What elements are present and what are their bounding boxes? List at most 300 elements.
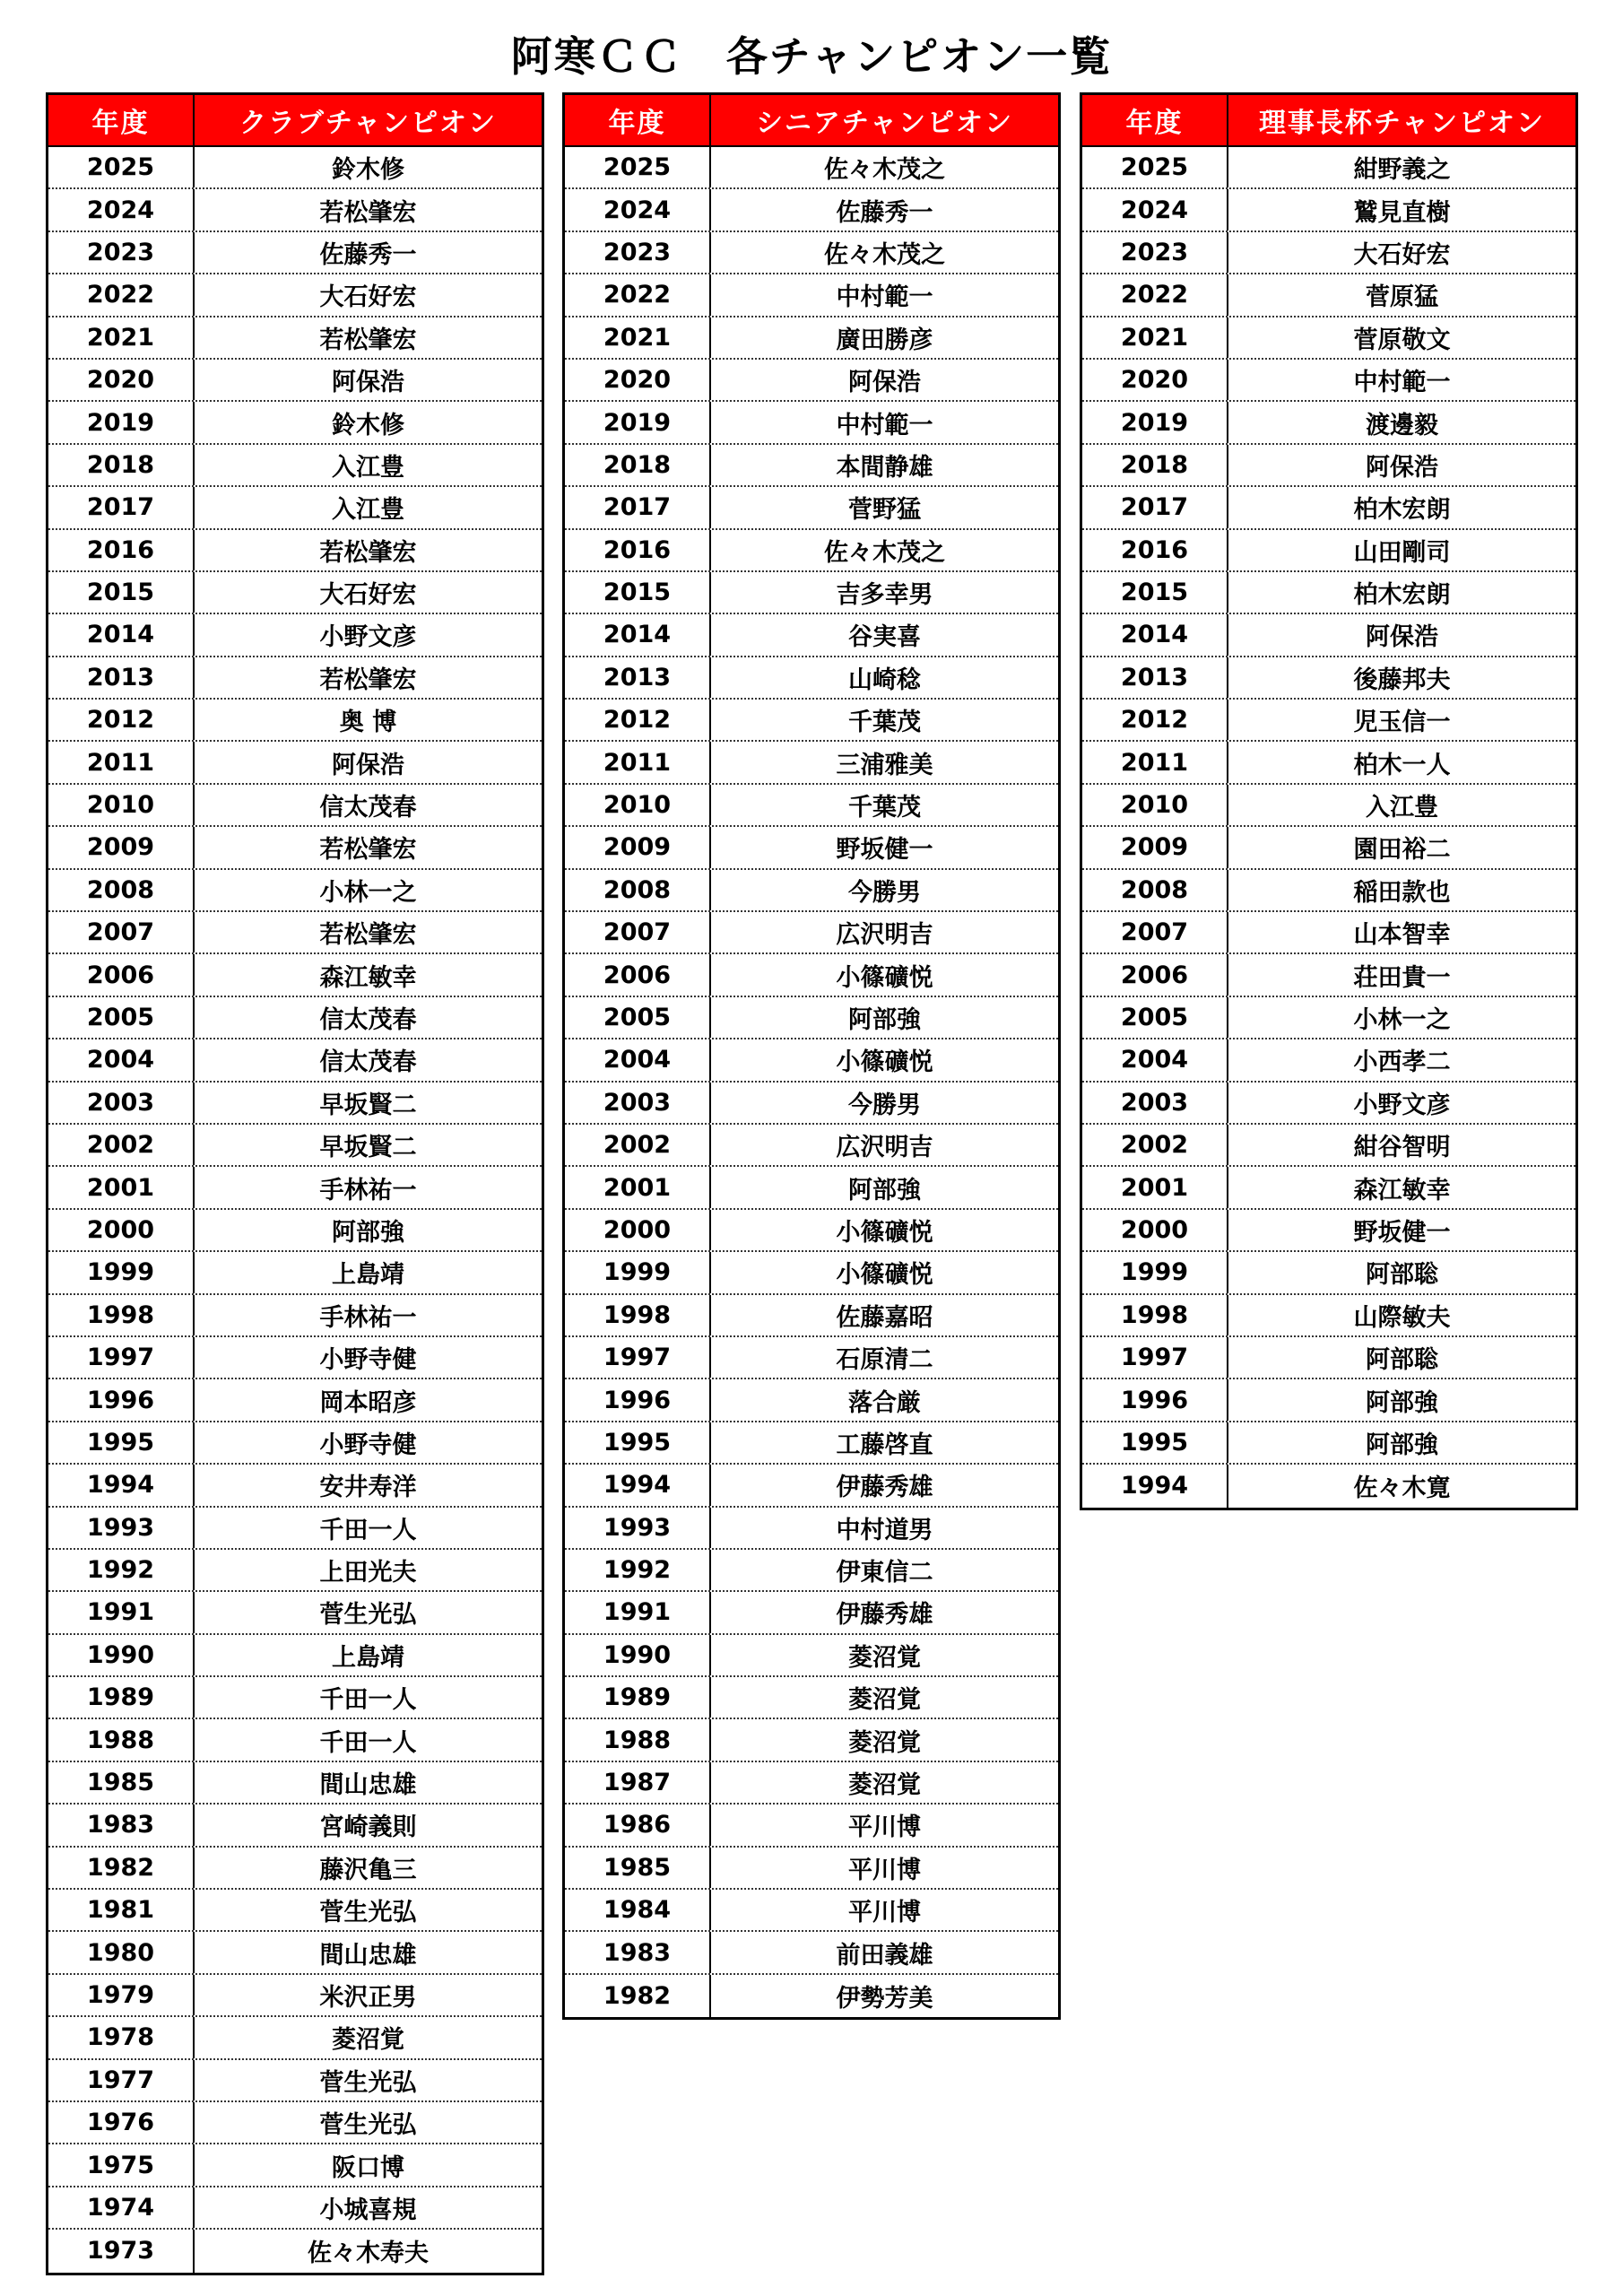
table-row [48, 2060, 542, 2102]
table-row [565, 657, 1058, 700]
year-cell: 2020 [1082, 360, 1228, 400]
year-cell: 2003 [1082, 1083, 1228, 1123]
champion-name-cell: 鈴木修 [332, 411, 404, 439]
table-row [565, 360, 1058, 402]
year-cell: 2006 [48, 954, 195, 995]
table-row [565, 1932, 1058, 1974]
champion-name-cell: 中村範一 [836, 283, 933, 312]
table-row [1082, 317, 1575, 360]
table-row [48, 742, 542, 784]
champion-name-cell: 早坂賢二 [319, 1134, 417, 1162]
year-cell: 1999 [1082, 1252, 1228, 1292]
champion-name-cell: 若松肇宏 [319, 198, 417, 227]
table-row [565, 912, 1058, 954]
champion-name-cell: 柏木一人 [1353, 751, 1451, 779]
table-row [1082, 1252, 1575, 1294]
year-cell: 2007 [48, 912, 195, 952]
year-cell: 1999 [48, 1252, 195, 1292]
champion-name-cell: 落合厳 [848, 1388, 921, 1417]
table-row [1082, 1337, 1575, 1379]
year-cell: 2015 [48, 572, 195, 613]
champion-column-header: クラブチャンピオン [239, 108, 498, 139]
year-cell: 2005 [48, 997, 195, 1038]
year-cell: 1994 [565, 1465, 711, 1505]
year-cell: 2012 [565, 700, 711, 740]
table-row [565, 317, 1058, 360]
champion-name-cell: 渡邊毅 [1366, 411, 1438, 439]
year-cell: 2005 [1082, 997, 1228, 1038]
table-row [48, 1167, 542, 1209]
table-row [48, 2230, 542, 2272]
year-cell: 2014 [565, 614, 711, 655]
table-row [565, 1295, 1058, 1337]
year-cell: 2000 [48, 1210, 195, 1250]
champion-name-cell: 中村範一 [1353, 369, 1451, 397]
table-row [48, 232, 542, 274]
year-cell: 2008 [565, 870, 711, 910]
champion-name-cell: 伊藤秀雄 [836, 1601, 933, 1630]
champion-name-cell: 上島靖 [332, 1643, 404, 1672]
champion-name-cell: 小篠礦悦 [836, 1218, 933, 1247]
champion-name-cell: 平川博 [848, 1813, 921, 1842]
champion-name-cell: 小篠礦悦 [836, 1261, 933, 1290]
year-cell: 2012 [1082, 700, 1228, 740]
year-cell: 2003 [48, 1083, 195, 1123]
year-cell: 1998 [48, 1295, 195, 1335]
champion-name-cell: 小野寺健 [319, 1431, 417, 1459]
champion-name-cell: 手林祐一 [319, 1176, 417, 1205]
year-cell: 2016 [48, 530, 195, 570]
champion-name-cell: 前田義雄 [836, 1941, 933, 1970]
year-cell: 2013 [1082, 657, 1228, 698]
table-row [1082, 827, 1575, 869]
table-row [48, 1592, 542, 1634]
champion-name-cell: 紺谷智明 [1353, 1134, 1451, 1162]
year-cell: 1999 [565, 1252, 711, 1292]
champion-name-cell: 廣田勝彦 [836, 326, 933, 354]
champion-name-cell: 阿部強 [848, 1006, 921, 1034]
champion-name-cell: 森江敏幸 [1353, 1176, 1451, 1205]
table-header [565, 95, 1058, 147]
year-cell: 2008 [48, 870, 195, 910]
year-cell: 2012 [48, 700, 195, 740]
champion-name-cell: 山崎稔 [848, 665, 921, 694]
year-cell: 2006 [1082, 954, 1228, 995]
table-row [565, 530, 1058, 572]
table-row [48, 147, 542, 189]
champion-name-cell: 菅生光弘 [319, 1899, 417, 1927]
table-row [1082, 232, 1575, 274]
table-row [1082, 657, 1575, 700]
champion-name-cell: 岡本昭彦 [319, 1388, 417, 1417]
year-cell: 2021 [565, 317, 711, 358]
champion-name-cell: 菱沼覚 [848, 1771, 921, 1800]
year-cell: 1973 [48, 2230, 195, 2272]
champion-name-cell: 鷲見直樹 [1353, 198, 1451, 227]
table-row [565, 1508, 1058, 1550]
year-cell: 2023 [48, 232, 195, 273]
champion-name-cell: 安井寿洋 [319, 1474, 417, 1502]
table-row [1082, 912, 1575, 954]
champion-name-cell: 千葉茂 [848, 794, 921, 822]
champion-name-cell: 菅生光弘 [319, 1601, 417, 1630]
year-cell: 1985 [48, 1762, 195, 1803]
table-row [565, 1252, 1058, 1294]
table-row [48, 1635, 542, 1677]
champion-name-cell: 若松肇宏 [319, 326, 417, 354]
year-cell: 1991 [565, 1592, 711, 1632]
table-row [48, 274, 542, 317]
champion-name-cell: 手林祐一 [319, 1303, 417, 1332]
champion-name-cell: 中村範一 [836, 411, 933, 439]
table-row [1082, 1125, 1575, 1167]
champion-name-cell: 園田裕二 [1353, 836, 1451, 865]
chairman-cup-champion-table [1080, 92, 1578, 1510]
table-row [565, 614, 1058, 657]
table-row [1082, 487, 1575, 529]
table-row [1082, 700, 1575, 742]
table-row [565, 1635, 1058, 1677]
table-row [565, 1125, 1058, 1167]
table-row [565, 274, 1058, 317]
champion-name-cell: 伊藤秀雄 [836, 1474, 933, 1502]
table-row [48, 1677, 542, 1719]
table-row [48, 1039, 542, 1082]
year-cell: 2025 [48, 147, 195, 187]
champion-name-cell: 若松肇宏 [319, 538, 417, 567]
year-cell: 1991 [48, 1592, 195, 1632]
year-cell: 1996 [1082, 1379, 1228, 1420]
champion-name-cell: 若松肇宏 [319, 921, 417, 950]
table-row [565, 1677, 1058, 1719]
table-row [565, 1550, 1058, 1592]
champion-column-header: シニアチャンピオン [755, 108, 1014, 139]
table-row [48, 1337, 542, 1379]
year-cell: 2000 [1082, 1210, 1228, 1250]
year-cell: 2023 [1082, 232, 1228, 273]
table-row [565, 1083, 1058, 1125]
year-cell: 1982 [48, 1848, 195, 1888]
champion-name-cell: 荘田貴一 [1353, 963, 1451, 992]
table-row [565, 1210, 1058, 1252]
year-cell: 1998 [565, 1295, 711, 1335]
year-cell: 2013 [48, 657, 195, 698]
champion-name-cell: 千田一人 [319, 1728, 417, 1757]
year-cell: 2000 [565, 1210, 711, 1250]
table-header [1082, 95, 1575, 147]
champion-name-cell: 小林一之 [319, 878, 417, 907]
table-body [1082, 147, 1575, 1508]
table-row [48, 445, 542, 487]
table-row [1082, 402, 1575, 444]
year-cell: 2009 [1082, 827, 1228, 867]
year-cell: 2017 [1082, 487, 1228, 527]
champion-name-cell: 三浦雅美 [836, 751, 933, 779]
table-row [565, 954, 1058, 996]
champion-name-cell: 森江敏幸 [319, 963, 417, 992]
champion-name-cell: 谷実喜 [848, 623, 921, 652]
table-row [48, 1975, 542, 2017]
year-cell: 2024 [48, 189, 195, 230]
year-cell: 2022 [1082, 274, 1228, 315]
table-row [48, 870, 542, 912]
page-title: 阿寒ＣＣ 各チャンピオン一覧 [510, 32, 1113, 81]
champion-name-cell: 工藤啓直 [836, 1431, 933, 1459]
year-cell: 2003 [565, 1083, 711, 1123]
year-cell: 2014 [48, 614, 195, 655]
champion-name-cell: 佐々木茂之 [824, 156, 945, 185]
year-cell: 1993 [48, 1508, 195, 1548]
champion-name-cell: 小西孝二 [1353, 1048, 1451, 1077]
table-row [565, 445, 1058, 487]
table-row [1082, 614, 1575, 657]
year-cell: 2015 [565, 572, 711, 613]
table-row [1082, 1167, 1575, 1209]
year-cell: 1995 [48, 1422, 195, 1463]
table-row [48, 1379, 542, 1422]
table-row [1082, 274, 1575, 317]
champion-name-cell: 大石好宏 [319, 581, 417, 610]
table-row [565, 1465, 1058, 1507]
table-row [48, 1210, 542, 1252]
table-row [48, 614, 542, 657]
year-cell: 2009 [565, 827, 711, 867]
table-row [565, 1848, 1058, 1890]
table-row [48, 1890, 542, 1932]
year-cell: 2022 [48, 274, 195, 315]
table-header [48, 95, 542, 147]
year-cell: 2002 [1082, 1125, 1228, 1165]
year-cell: 1988 [565, 1719, 711, 1760]
table-row [565, 1890, 1058, 1932]
champion-name-cell: 平川博 [848, 1856, 921, 1884]
champion-name-cell: 菱沼覚 [848, 1643, 921, 1672]
champion-name-cell: 菱沼覚 [848, 1728, 921, 1757]
table-row [48, 700, 542, 742]
year-cell: 2001 [48, 1167, 195, 1207]
champion-name-cell: 山本智幸 [1353, 921, 1451, 950]
table-row [48, 827, 542, 869]
table-body [48, 147, 542, 2273]
champion-name-cell: 小野寺健 [319, 1346, 417, 1375]
year-cell: 2023 [565, 232, 711, 273]
year-cell: 1985 [565, 1848, 711, 1888]
table-row [48, 1125, 542, 1167]
table-row [48, 997, 542, 1039]
champion-name-cell: 阿保浩 [332, 369, 404, 397]
champion-name-cell: 信太茂春 [319, 1006, 417, 1034]
champion-name-cell: 佐藤秀一 [836, 198, 933, 227]
table-row [565, 189, 1058, 231]
champion-name-cell: 菱沼覚 [332, 2026, 404, 2055]
year-cell: 2001 [565, 1167, 711, 1207]
table-row [565, 870, 1058, 912]
champion-name-cell: 菅野猛 [848, 496, 921, 525]
champion-name-cell: 小野文彦 [319, 623, 417, 652]
champion-name-cell: 小野文彦 [1353, 1091, 1451, 1119]
table-row [48, 912, 542, 954]
table-row [565, 147, 1058, 189]
year-cell: 2015 [1082, 572, 1228, 613]
table-row [48, 1295, 542, 1337]
champion-name-cell: 菅原猛 [1366, 283, 1438, 312]
year-cell: 1978 [48, 2017, 195, 2057]
table-row [565, 1337, 1058, 1379]
champion-name-cell: 佐々木茂之 [824, 538, 945, 567]
table-row [565, 1975, 1058, 2017]
champion-name-cell: 千葉茂 [848, 709, 921, 737]
champion-name-cell: 石原清二 [836, 1346, 933, 1375]
year-cell: 2021 [48, 317, 195, 358]
year-cell: 1998 [1082, 1295, 1228, 1335]
table-row [48, 1508, 542, 1550]
champion-name-cell: 菅原敬文 [1353, 326, 1451, 354]
year-cell: 1982 [565, 1975, 711, 2017]
year-cell: 2010 [565, 785, 711, 825]
champion-name-cell: 奥 博 [339, 709, 397, 737]
year-cell: 2011 [1082, 742, 1228, 782]
champion-name-cell: 阿部聡 [1366, 1346, 1438, 1375]
table-row [1082, 445, 1575, 487]
champion-name-cell: 阿部聡 [1366, 1261, 1438, 1290]
table-row [48, 402, 542, 444]
year-cell: 2018 [48, 445, 195, 485]
champion-name-cell: 若松肇宏 [319, 665, 417, 694]
year-cell: 2013 [565, 657, 711, 698]
year-cell: 2019 [48, 402, 195, 442]
champion-name-cell: 鈴木修 [332, 156, 404, 185]
champion-name-cell: 阪口博 [332, 2153, 404, 2182]
table-row [48, 1083, 542, 1125]
year-column-header: 年度 [1082, 95, 1228, 145]
champion-name-cell: 伊東信二 [836, 1559, 933, 1587]
table-row [1082, 1039, 1575, 1082]
year-cell: 2014 [1082, 614, 1228, 655]
table-row [565, 572, 1058, 614]
champion-name-cell: 大石好宏 [1353, 240, 1451, 269]
champion-name-cell: 小篠礦悦 [836, 963, 933, 992]
champion-name-cell: 入江豊 [332, 453, 404, 482]
year-cell: 1992 [48, 1550, 195, 1590]
table-row [1082, 742, 1575, 784]
champion-name-cell: 広沢明吉 [836, 921, 933, 950]
year-column-header: 年度 [565, 95, 711, 145]
champion-name-cell: 千田一人 [319, 1686, 417, 1715]
year-cell: 2016 [1082, 530, 1228, 570]
club-champion-table [46, 92, 544, 2275]
table-row [1082, 1295, 1575, 1337]
year-cell: 1996 [565, 1379, 711, 1420]
champion-name-cell: 今勝男 [848, 878, 921, 907]
table-row [565, 785, 1058, 827]
champion-name-cell: 菅生光弘 [319, 2068, 417, 2097]
table-row [565, 997, 1058, 1039]
year-cell: 2002 [48, 1125, 195, 1165]
champion-name-cell: 佐藤嘉昭 [836, 1303, 933, 1332]
year-cell: 2018 [1082, 445, 1228, 485]
champion-name-cell: 入江豊 [1366, 794, 1438, 822]
champion-name-cell: 藤沢亀三 [319, 1856, 417, 1884]
table-row [48, 657, 542, 700]
year-cell: 1983 [565, 1932, 711, 1972]
year-cell: 2025 [1082, 147, 1228, 187]
champion-name-cell: 稲田款也 [1353, 878, 1451, 907]
table-row [48, 2102, 542, 2144]
table-row [48, 1848, 542, 1890]
champion-name-cell: 小林一之 [1353, 1006, 1451, 1034]
year-cell: 1981 [48, 1890, 195, 1930]
year-cell: 1994 [48, 1465, 195, 1505]
table-row [48, 1550, 542, 1592]
champion-name-cell: 今勝男 [848, 1091, 921, 1119]
champion-name-cell: 阿保浩 [332, 751, 404, 779]
champion-name-cell: 紺野義之 [1353, 156, 1451, 185]
champion-name-cell: 宮崎義則 [319, 1813, 417, 1842]
champion-name-cell: 本間静雄 [836, 453, 933, 482]
champion-name-cell: 山際敏夫 [1353, 1303, 1451, 1332]
year-cell: 1995 [1082, 1422, 1228, 1463]
champion-name-cell: 山田剛司 [1353, 538, 1451, 567]
table-row [565, 487, 1058, 529]
champion-name-cell: 上島靖 [332, 1261, 404, 1290]
champion-name-cell: 佐々木寿夫 [308, 2239, 429, 2268]
champion-name-cell: 間山忠雄 [319, 1771, 417, 1800]
year-cell: 1980 [48, 1932, 195, 1972]
champion-name-cell: 広沢明吉 [836, 1134, 933, 1162]
year-cell: 1990 [565, 1635, 711, 1675]
table-row [1082, 1465, 1575, 1507]
year-cell: 2004 [1082, 1039, 1228, 1080]
table-row [48, 2144, 542, 2187]
champion-name-cell: 千田一人 [319, 1516, 417, 1544]
year-cell: 2016 [565, 530, 711, 570]
year-cell: 1993 [565, 1508, 711, 1548]
champion-name-cell: 佐々木寛 [1353, 1474, 1451, 1503]
champion-column-header: 理事長杯チャンピオン [1258, 108, 1546, 139]
champion-name-cell: 柏木宏朗 [1353, 581, 1451, 610]
year-cell: 1983 [48, 1805, 195, 1845]
champion-name-cell: 小城喜規 [319, 2196, 417, 2224]
year-cell: 2006 [565, 954, 711, 995]
year-cell: 1984 [565, 1890, 711, 1930]
year-cell: 2008 [1082, 870, 1228, 910]
table-row [565, 1422, 1058, 1465]
table-row [1082, 997, 1575, 1039]
year-cell: 1997 [565, 1337, 711, 1378]
table-row [1082, 1083, 1575, 1125]
champion-name-cell: 吉多幸男 [836, 581, 933, 610]
table-row [1082, 954, 1575, 996]
champion-name-cell: 阿保浩 [1366, 623, 1438, 652]
table-row [48, 317, 542, 360]
champion-name-cell: 早坂賢二 [319, 1091, 417, 1119]
table-row [48, 1805, 542, 1847]
champion-name-cell: 平川博 [848, 1899, 921, 1927]
year-cell: 2007 [1082, 912, 1228, 952]
year-cell: 1996 [48, 1379, 195, 1420]
year-cell: 2004 [48, 1039, 195, 1080]
champion-name-cell: 上田光夫 [319, 1559, 417, 1587]
table-row [1082, 572, 1575, 614]
year-cell: 2009 [48, 827, 195, 867]
table-row [1082, 530, 1575, 572]
year-cell: 1994 [1082, 1465, 1228, 1507]
year-cell: 2007 [565, 912, 711, 952]
table-row [1082, 189, 1575, 231]
table-row [1082, 870, 1575, 912]
year-column-header: 年度 [48, 95, 195, 145]
table-row [48, 2187, 542, 2230]
